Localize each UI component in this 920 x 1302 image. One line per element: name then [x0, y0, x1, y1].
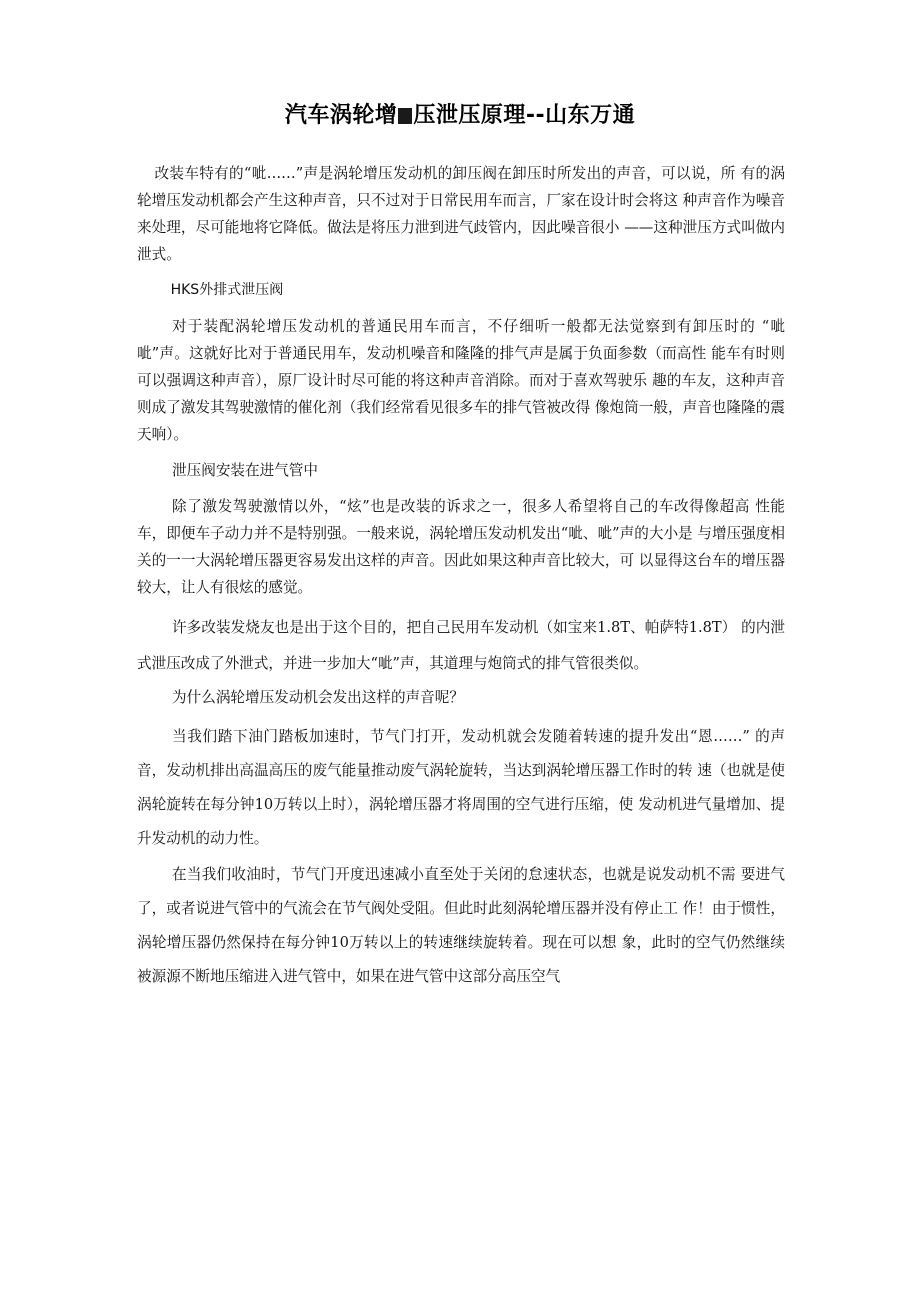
subheading-hks: HKS外排式泄压阀 [170, 282, 284, 298]
paragraph-acceleration: 当我们踏下油门踏板加速时，节气门打开，发动机就会发随着转速的提升发出“恩……” 的声音，发动机排出高温高压的废气能量推动废气涡轮旋转，当达到涡轮增压器工作时的转 速（也就是使涡轮旋转在每分钟10万转以上时），涡轮增压器才将周围的空气进行压缩，使 发动机进气量增加、提升发动机的动力性。 [137, 728, 785, 847]
title-part-1: 汽车涡轮增 [284, 103, 398, 128]
paragraph-show-off: 除了激发驾驶激情以外，“炫”也是改装的诉求之一，很多人希望将自己的车改得像超高 性能车，即便车子动力并不是特别强。一般来说，涡轮增压发动机发出“呲、呲”声的大小是 与增压强度相关的一一大涡轮增压器更容易发出这样的声音。因此如果这种声音比较大，可 以显得这台车的增压器较大，让人有很炫的感觉。 [137, 498, 785, 596]
question-heading: 为什么涡轮增压发动机会发出这样的声音呢？ [172, 689, 464, 706]
redaction-mark [398, 108, 412, 124]
paragraph-enthusiasts: 许多改装发烧友也是出于这个目的，把自己民用车发动机（如宝来1.8T、帕萨特1.8T） 的内泄式泄压改成了外泄式，并进一步加大“呲”声，其道理与炮筒式的排气管很类似。 [137, 619, 785, 672]
paragraph-sound: 对于装配涡轮增压发动机的普通民用车而言，不仔细听一般都无法觉察到有卸压时的 “呲呲”声。这就好比对于普通民用车，发动机噪音和隆隆的排气声是属于负面参数（而高性 能车有时则可以强调这种声音），原厂设计时尽可能的将这种声音消除。而对于喜欢驾驶乐 趣的车友，这种声音则成了激发其驾驶激情的催化剂（我们经常看见很多车的排气管被改得 像炮筒一般，声音也隆隆的震天响）。 [137, 318, 785, 443]
article-body [137, 160, 785, 996]
paragraph-intro: 改装车特有的“呲……”声是涡轮增压发动机的卸压阀在卸压时所发出的声音，可以说，所 有的涡轮增压发动机都会产生这种声音，只不过对于日常民用车而言，厂家在设计时会将这 种声音作为噪音来处理，尽可能地将它降低。做法是将压力泄到进气歧管内，因此噪音很小 ——这种泄压方式叫做内泄式。 [137, 165, 785, 263]
title-part-2: 压泄压原理--山东万通 [413, 103, 636, 128]
paragraph-deceleration: 在当我们收油时，节气门开度迅速减小直至处于关闭的怠速状态，也就是说发动机不需 要进气了，或者说进气管中的气流会在节气阀处受阻。但此时此刻涡轮增压器并没有停止工 作！由于惯性，涡轮增压器仍然保持在每分钟10万转以上的转速继续旋转着。现在可以想 象，此时的空气仍然继续被源源不断地压缩进入进气管中，如果在进气管中这部分高压空气 [137, 866, 785, 985]
page-title [0, 100, 920, 132]
subheading-valve-location: 泄压阀安装在进气管中 [172, 462, 318, 479]
